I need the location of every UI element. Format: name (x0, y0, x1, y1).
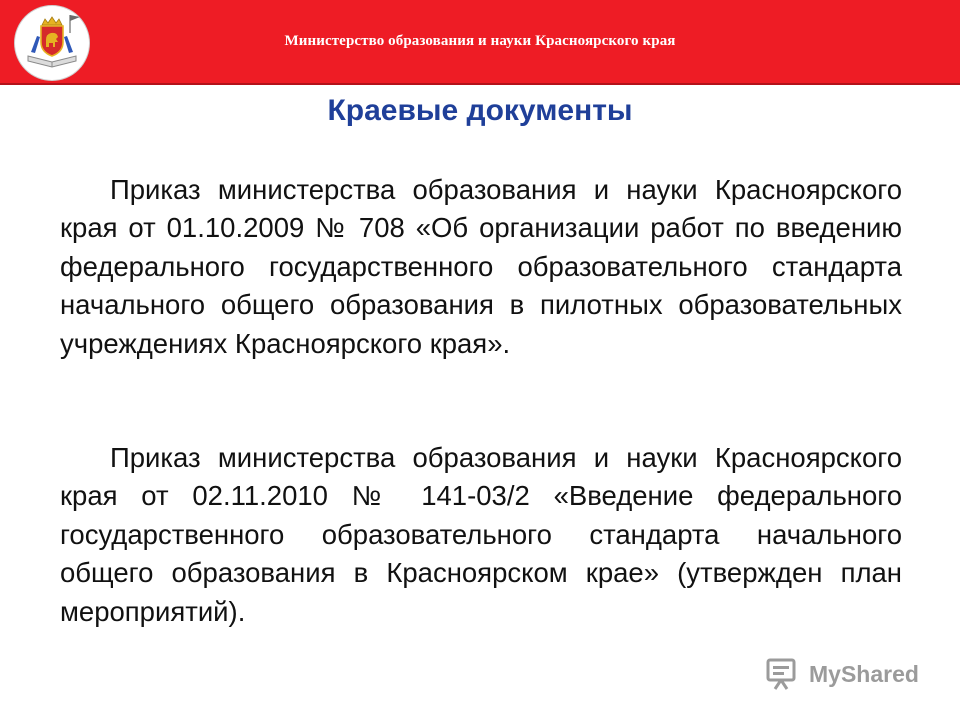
header-bar (0, 0, 960, 85)
watermark-text: MyShared (809, 660, 919, 687)
document-paragraph-2: Приказ министерства образования и науки Красноярского края от 02.11.2010 № 141-03/2 «Введение федерального государственного образовательного стандарта начального общего образования в Красноярском крае» (утвержден план мероприятий). (60, 442, 902, 627)
presentation-board-icon (765, 657, 801, 691)
document-paragraph-1: Приказ министерства образования и науки Красноярского края от 01.10.2009 № 708 «Об организации работ по введению федерального государственного образовательного стандарта начального общего образования в пилотных образовательных учреждениях Красноярского края». (60, 174, 902, 359)
ministry-name: Министерство образования и науки Красноярского края (284, 33, 676, 49)
watermark (765, 656, 919, 692)
page-title: Краевые документы (327, 94, 633, 127)
